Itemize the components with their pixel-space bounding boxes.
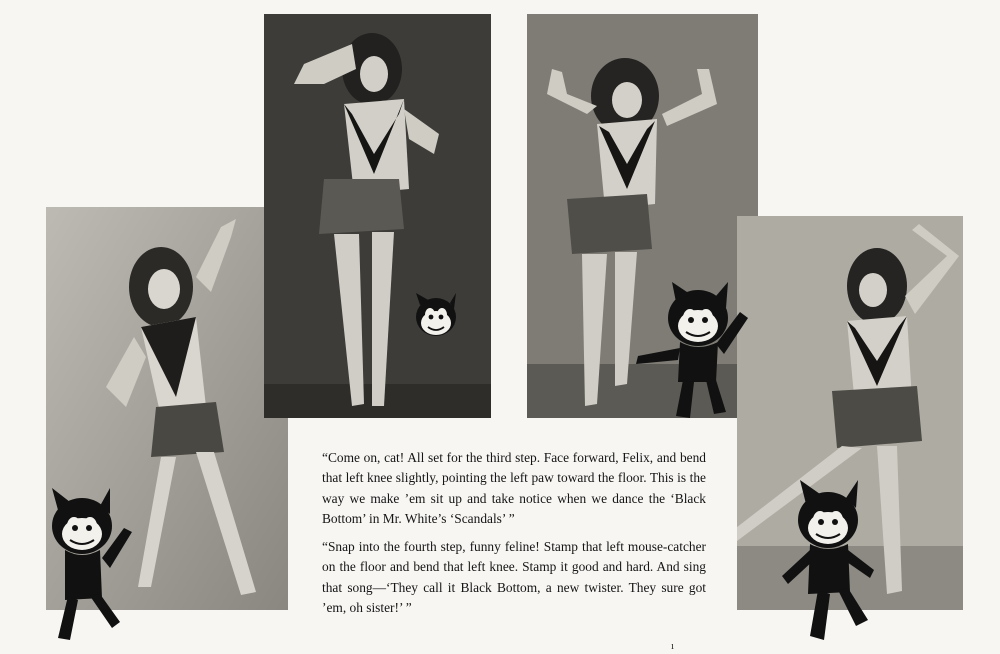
felix-cat-figure-1 bbox=[40, 488, 132, 648]
dancer-photo-2 bbox=[264, 14, 491, 418]
caption-third-step: “Come on, cat! All set for the third step. Face forward, Felix, and bend that left knee slightly, pointing the left paw toward the floor. This is the way we make ’em sit up and take notice when we dance the ‘Black Bottom’ in Mr. White’s ‘Scandals’ ” bbox=[322, 450, 706, 526]
felix-cat-figure-4 bbox=[778, 480, 878, 642]
page-bottom-tick: ı bbox=[671, 640, 675, 652]
dancer-photo-2-image bbox=[264, 14, 491, 418]
caption-fourth-step: “Snap into the fourth step, funny feline! Stamp that left mouse-catcher on the floor and bend that left knee. Stamp it good and hard. And sing that song—‘They call it Black Bottom, a new twister. They sure got ’em, oh sister!’ ” bbox=[322, 539, 706, 615]
felix-cat-face-2 bbox=[414, 293, 458, 339]
felix-cat-figure-3 bbox=[628, 282, 748, 420]
